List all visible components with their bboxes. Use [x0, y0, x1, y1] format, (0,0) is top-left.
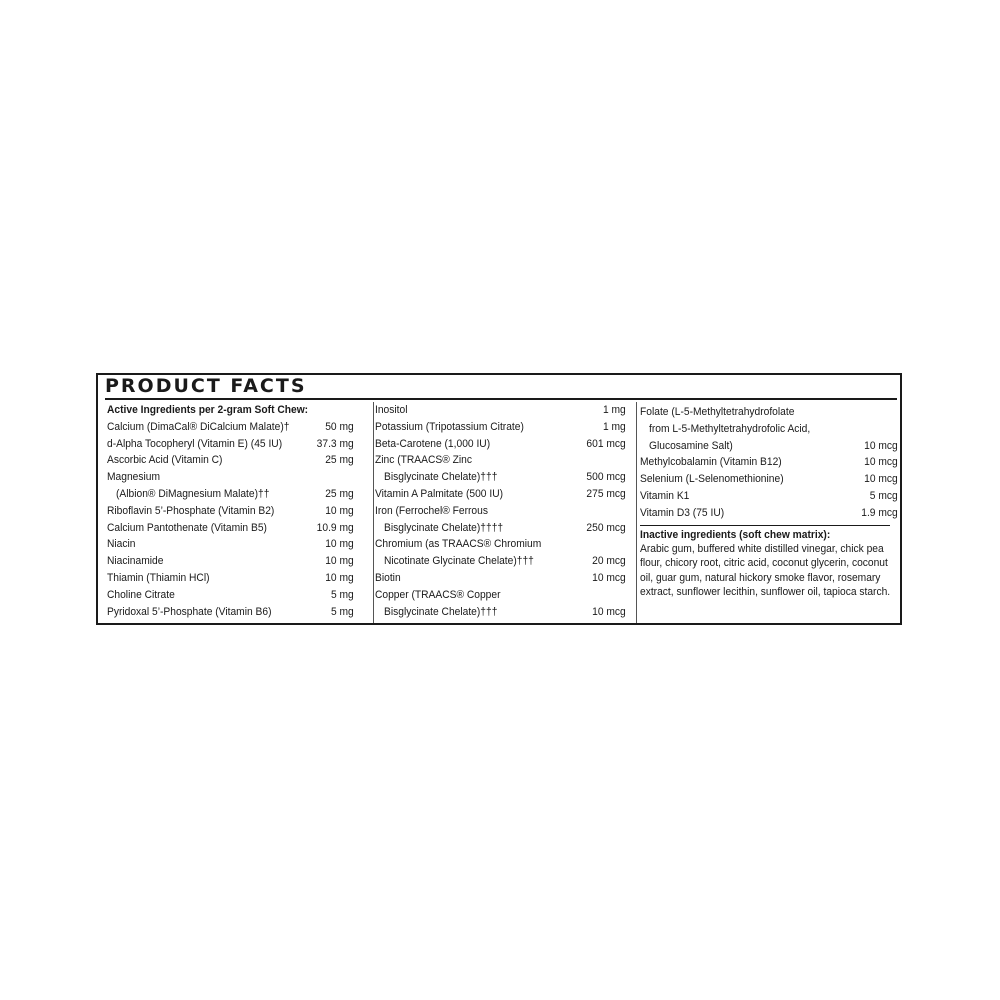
ingredient-name: Calcium Pantothenate (Vitamin B5)	[107, 521, 267, 534]
ingredient-amount: 500 mcg	[586, 471, 626, 484]
ingredient-row	[375, 452, 626, 469]
ingredient-amount: 1.9 mcg	[861, 506, 898, 519]
ingredient-amount: 10.9 mg	[316, 521, 354, 534]
ingredient-amount: 250 mcg	[586, 521, 626, 534]
ingredient-amount: 25 mg	[325, 454, 354, 467]
ingredient-row	[107, 419, 354, 436]
ingredient-row	[375, 570, 626, 587]
ingredient-name: Copper (TRAACS® Copper	[375, 588, 501, 601]
ingredient-row	[375, 553, 626, 570]
ingredient-amount: 1 mg	[602, 404, 626, 416]
ingredient-amount: 10 mg	[325, 504, 354, 517]
ingredient-name: Selenium (L-Selenomethionine)	[640, 473, 784, 486]
ingredient-name: Pyridoxal 5’-Phosphate (Vitamin B6)	[107, 605, 272, 618]
ingredient-amount: 5 mcg	[869, 489, 898, 502]
ingredient-name: Zinc (TRAACS® Zinc	[375, 454, 472, 467]
ingredient-name: Calcium (DimaCal® DiCalcium Malate)†	[107, 420, 290, 433]
ingredient-row	[107, 503, 354, 520]
ingredient-name: Niacinamide	[107, 555, 164, 568]
ingredient-row	[107, 570, 354, 587]
ingredient-name: Thiamin (Thiamin HCl)	[107, 571, 210, 584]
column-2	[375, 402, 626, 623]
ingredient-name: Potassium (Tripotassium Citrate)	[375, 420, 524, 433]
ingredient-amount: 1 mg	[602, 420, 626, 433]
ingredient-amount: 10 mcg	[592, 605, 626, 618]
ingredient-name: Bisglycinate Chelate)†††	[384, 471, 498, 484]
ingredient-amount: 10 mg	[325, 555, 354, 568]
ingredient-row	[375, 469, 626, 486]
ingredient-amount: 5 mg	[330, 605, 354, 618]
ingredient-amount: 10 mg	[325, 538, 354, 551]
ingredient-name: Ascorbic Acid (Vitamin C)	[107, 454, 223, 467]
ingredient-name: Bisglycinate Chelate)††††	[384, 521, 504, 534]
ingredient-row	[107, 553, 354, 570]
active-ingredients-heading	[107, 402, 354, 419]
ingredient-name: Vitamin D3 (75 IU)	[640, 506, 725, 519]
title-divider	[105, 398, 897, 400]
ingredient-amount: 10 mcg	[592, 571, 626, 584]
ingredient-row	[107, 604, 354, 621]
ingredient-row	[640, 471, 898, 488]
ingredient-row	[375, 436, 626, 453]
ingredient-amount: 5 mg	[330, 588, 354, 601]
ingredient-row	[107, 436, 354, 453]
ingredient-row	[640, 488, 898, 505]
ingredient-name: Methylcobalamin (Vitamin B12)	[640, 456, 782, 469]
column-divider	[636, 402, 637, 623]
ingredient-row	[107, 587, 354, 604]
heading-text: Active Ingredients per 2-gram Soft Chew:	[107, 404, 309, 416]
ingredient-row	[640, 505, 898, 522]
ingredient-row	[375, 587, 626, 604]
ingredient-name: Magnesium	[107, 471, 161, 484]
inactive-ingredients-text: Arabic gum, buffered white distilled vinegar, chick pea flour, chicory root, citric acid, coconut glycerin, coconut oil, guar gum, natural hickory smoke flavor, rosemary extract, sunflower lecithin, sunflower oil, tapioca starch.	[640, 542, 891, 599]
product-facts-panel	[96, 373, 902, 625]
ingredient-name: Iron (Ferrochel® Ferrous	[375, 504, 488, 517]
ingredient-row	[375, 486, 626, 503]
ingredient-name: (Albion® DiMagnesium Malate)††	[116, 487, 270, 500]
ingredient-name: Vitamin A Palmitate (500 IU)	[375, 487, 504, 500]
ingredient-name: Choline Citrate	[107, 588, 175, 601]
ingredient-row	[107, 520, 354, 537]
ingredient-row	[640, 438, 898, 455]
ingredient-amount: 601 mcg	[586, 437, 626, 450]
ingredient-name: Beta-Carotene (1,000 IU)	[375, 437, 491, 450]
ingredient-row	[107, 486, 354, 503]
ingredient-amount: 275 mcg	[586, 487, 626, 500]
ingredient-name: Inositol	[375, 404, 408, 416]
ingredient-amount: 10 mg	[325, 571, 354, 584]
ingredient-row	[375, 402, 626, 419]
ingredient-name: Riboflavin 5’-Phosphate (Vitamin B2)	[107, 504, 275, 517]
inactive-ingredients-heading: Inactive ingredients (soft chew matrix):	[640, 528, 831, 541]
panel-title: PRODUCT FACTS	[105, 375, 307, 397]
ingredient-name: d-Alpha Tocopheryl (Vitamin E) (45 IU)	[107, 437, 283, 450]
column-1	[107, 402, 354, 623]
inactive-divider	[640, 525, 890, 526]
ingredient-row	[640, 454, 898, 471]
ingredient-name: Niacin	[107, 538, 136, 551]
ingredient-row	[375, 419, 626, 436]
ingredient-name: Vitamin K1	[640, 489, 690, 502]
ingredient-name: Nicotinate Glycinate Chelate)†††	[384, 555, 534, 568]
ingredient-name: Chromium (as TRAACS® Chromium	[375, 538, 542, 551]
column-divider	[373, 402, 374, 623]
ingredient-row	[107, 452, 354, 469]
ingredient-name: Biotin	[375, 571, 401, 584]
ingredient-name: Bisglycinate Chelate)†††	[384, 605, 498, 618]
ingredient-row	[375, 536, 626, 553]
ingredient-row	[107, 536, 354, 553]
ingredient-amount: 10 mcg	[864, 439, 898, 452]
ingredient-row	[375, 520, 626, 537]
column-3	[640, 404, 898, 623]
ingredient-amount: 20 mcg	[592, 555, 626, 568]
ingredient-row	[640, 404, 898, 421]
ingredient-name: Glucosamine Salt)	[649, 439, 733, 452]
ingredient-amount: 10 mcg	[864, 456, 898, 469]
ingredient-name: from L-5-Methyltetrahydrofolic Acid,	[649, 422, 811, 435]
ingredient-row	[640, 421, 898, 438]
ingredient-amount: 37.3 mg	[316, 437, 354, 450]
ingredient-row	[107, 469, 354, 486]
ingredient-amount: 25 mg	[325, 487, 354, 500]
ingredient-row	[375, 503, 626, 520]
ingredient-name: Folate (L-5-Methyltetrahydrofolate	[640, 406, 795, 418]
ingredient-amount: 10 mcg	[864, 473, 898, 486]
ingredient-row	[375, 604, 626, 621]
ingredient-amount: 50 mg	[325, 420, 354, 433]
